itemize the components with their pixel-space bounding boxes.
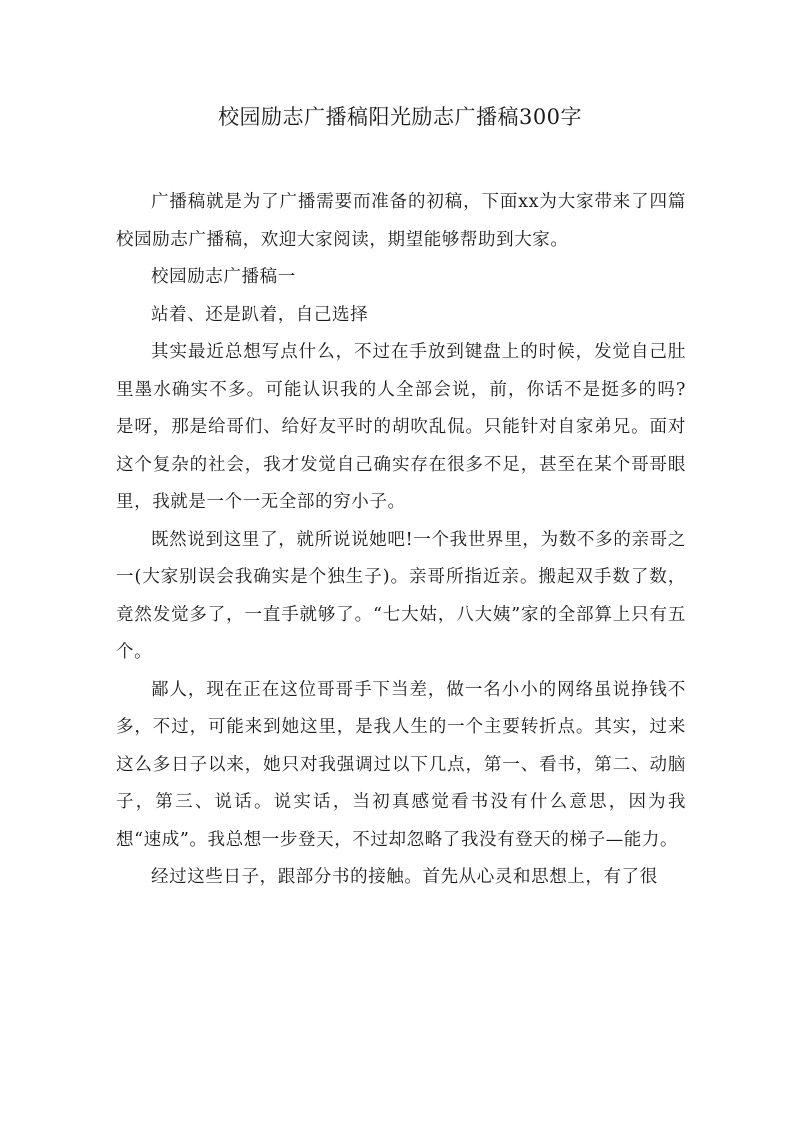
paragraph: 鄙人，现在正在这位哥哥手下当差，做一名小小的网络虽说挣钱不多，不过，可能来到她这里，是我人生的一个主要转折点。其实，过来这么多日子以来，她只对我强调过以下几点，第一、看书，第二、动脑子，第三、说话。说实话，当初真感觉看书没有什么意思，因为我想“速成”。我总想一步登天，不过却忽略了我没有登天的梯子—能力。: [116, 679, 686, 850]
paragraph-intro: 广播稿就是为了广播需要而准备的初稿，下面xx为大家带来了四篇校园励志广播稿，欢迎大家阅读，期望能够帮助到大家。: [116, 192, 686, 250]
section-subtitle: 站着、还是趴着，自己选择: [151, 304, 369, 325]
section-heading: 校园励志广播稿一: [151, 267, 296, 287]
document-body: [116, 184, 686, 897]
paragraph: 既然说到这里了，就所说说她吧!一个我世界里，为数不多的亲哥之一(大家别误会我确实是个独生子)。亲哥所指近亲。搬起双手数了数，竟然发觉多了，一直手就够了。“七大姑，八大姨”家的全部算上只有五个。: [116, 529, 686, 662]
document-title: 校园励志广播稿阳光励志广播稿300字: [217, 105, 583, 129]
paragraph: 其实最近总想写点什么，不过在手放到键盘上的时候，发觉自己肚里墨水确实不多。可能认识我的人全部会说，前，你话不是挺多的吗?是呀，那是给哥们、给好友平时的胡吹乱侃。只能针对自家弟兄。面对这个复杂的社会，我才发觉自己确实存在很多不足，甚至在某个哥哥眼里，我就是一个一无全部的穷小子。: [116, 342, 686, 512]
paragraph: 经过这些日子，跟部分书的接触。首先从心灵和思想上，有了很: [151, 867, 658, 887]
